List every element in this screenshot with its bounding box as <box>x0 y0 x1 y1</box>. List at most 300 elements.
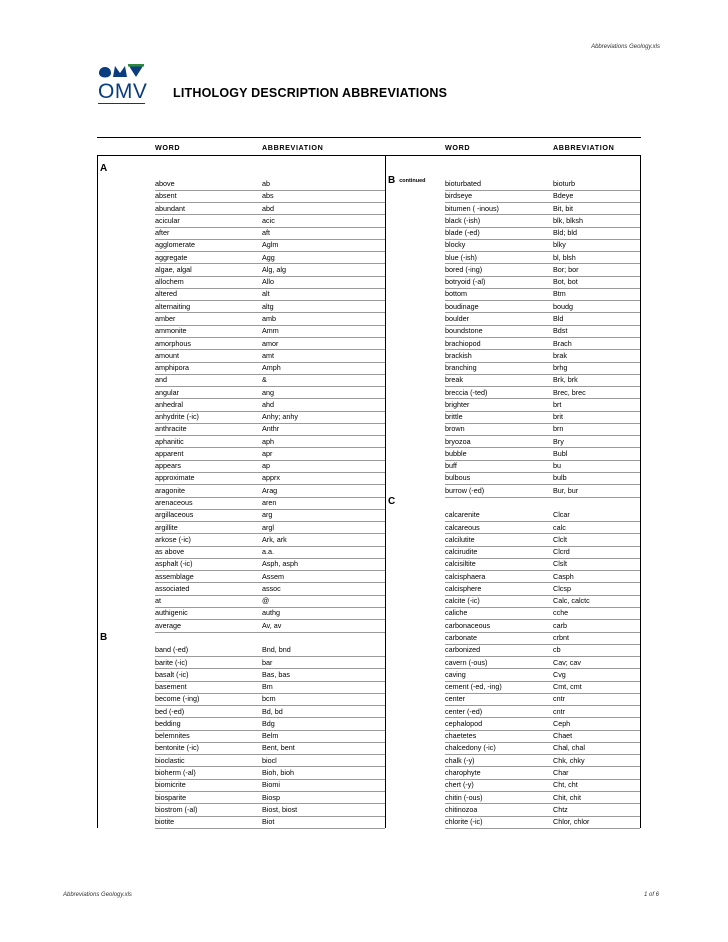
abbreviation-cell: Anhy; anhy <box>262 412 298 422</box>
abbreviation-cell: authg <box>262 608 280 618</box>
word-cell: biomicrite <box>155 780 186 790</box>
word-cell: arenaceous <box>155 498 193 508</box>
word-cell: asphalt (-ic) <box>155 559 193 569</box>
table-row <box>155 387 385 399</box>
abbreviation-cell: aren <box>262 498 277 508</box>
table-row <box>445 497 640 509</box>
table-row <box>155 632 385 644</box>
table-row <box>155 362 385 374</box>
word-cell: bulbous <box>445 473 471 483</box>
word-cell: chitinozoa <box>445 804 478 814</box>
table-row <box>155 264 385 276</box>
abbreviation-cell: Allo <box>262 277 274 287</box>
abbreviation-cell: Agg <box>262 252 275 262</box>
table-row <box>445 460 640 472</box>
table-row <box>155 730 385 742</box>
word-cell: aragonite <box>155 485 185 495</box>
table-row <box>445 423 640 435</box>
abbreviation-cell: aph <box>262 436 274 446</box>
table-row <box>445 485 640 497</box>
abbreviation-cell: Brec, brec <box>553 387 586 397</box>
abbreviation-cell: cb <box>553 645 561 655</box>
section-letter-c: C <box>388 496 396 507</box>
word-cell: amorphous <box>155 338 191 348</box>
table-row <box>445 252 640 264</box>
abbreviation-cell: ahd <box>262 399 274 409</box>
abbreviation-cell: Bdeye <box>553 191 574 201</box>
abbreviation-cell: Chlor, chlor <box>553 817 590 827</box>
word-cell: brackish <box>445 350 472 360</box>
abbreviation-cell: brak <box>553 350 567 360</box>
table-row <box>155 657 385 669</box>
table-row <box>445 644 640 656</box>
table-row <box>445 534 640 546</box>
word-cell: botryoid (-al) <box>445 277 486 287</box>
table-right-border <box>640 155 641 828</box>
abbreviation-cell: Clslt <box>553 559 567 569</box>
abbreviation-cell: alt <box>262 289 270 299</box>
word-cell: as above <box>155 547 185 557</box>
table-row <box>445 669 640 681</box>
table-row <box>155 779 385 791</box>
word-cell: bioclastic <box>155 755 185 765</box>
abbreviation-cell: Bubl <box>553 448 568 458</box>
abbreviation-cell: Cmt, cmt <box>553 682 582 692</box>
word-cell: calcisphaera <box>445 571 486 581</box>
word-cell: bryozoa <box>445 436 471 446</box>
table-row <box>155 350 385 362</box>
abbreviation-cell: Amm <box>262 326 279 336</box>
footer-page-number: 1 of 6 <box>643 892 659 898</box>
table-header-rule <box>97 155 641 156</box>
table-row <box>155 706 385 718</box>
word-cell: amphipora <box>155 363 189 373</box>
word-cell: appears <box>155 461 181 471</box>
word-cell: agglomerate <box>155 240 195 250</box>
abbreviation-cell: cntr <box>553 706 565 716</box>
table-row <box>155 485 385 497</box>
word-cell: above <box>155 179 175 188</box>
abbreviation-cell: Char <box>553 767 569 777</box>
word-cell: bioturbated <box>445 179 481 188</box>
table-row <box>155 399 385 411</box>
word-cell: approximate <box>155 473 195 483</box>
section-letter-b: B <box>100 632 108 643</box>
abbreviation-cell: Btm <box>553 289 566 299</box>
word-cell: calcirudite <box>445 547 478 557</box>
abbreviation-cell: blk, blksh <box>553 215 583 225</box>
word-cell: become (-ing) <box>155 694 200 704</box>
word-cell: break <box>445 375 463 385</box>
abbreviation-cell: Calc, calctc <box>553 596 590 606</box>
table-row <box>445 190 640 202</box>
word-cell: cavern (-ous) <box>445 657 488 667</box>
abbreviation-cell: amb <box>262 313 276 323</box>
table-row <box>155 460 385 472</box>
table-row <box>445 301 640 313</box>
table-row <box>155 178 385 190</box>
abbreviation-cell: aft <box>262 228 270 238</box>
continued-label: continued <box>399 178 426 184</box>
table-row <box>155 497 385 509</box>
word-cell: bitumen ( -inous) <box>445 203 499 213</box>
abbreviation-cell: blky <box>553 240 566 250</box>
abbreviation-cell: apprx <box>262 473 280 483</box>
word-cell: ammonite <box>155 326 187 336</box>
word-cell: average <box>155 620 181 630</box>
word-cell: boulder <box>445 313 469 323</box>
table-row <box>155 313 385 325</box>
word-cell: bored (-ing) <box>445 264 483 274</box>
word-cell: biotite <box>155 817 175 827</box>
table-row <box>155 546 385 558</box>
word-cell: altered <box>155 289 177 299</box>
table-row <box>445 681 640 693</box>
abbreviation-cell: Chal, chal <box>553 743 585 753</box>
word-cell: calcarenite <box>445 510 480 520</box>
abbreviation-cell: Ark, ark <box>262 534 287 544</box>
word-cell: anthracite <box>155 424 187 434</box>
table-row <box>445 583 640 595</box>
table-row <box>445 558 640 570</box>
word-cell: and <box>155 375 167 385</box>
word-cell: chaetetes <box>445 731 477 741</box>
word-cell: carbonate <box>445 632 477 642</box>
abbreviation-cell: Bdst <box>553 326 568 336</box>
abbreviation-cell: calc <box>553 522 566 532</box>
abbreviation-cell: ang <box>262 387 274 397</box>
abbreviation-cell: Av, av <box>262 620 282 630</box>
abbreviation-cell: Aglm <box>262 240 279 250</box>
abbreviation-cell: Bld <box>553 313 564 323</box>
table-row <box>155 718 385 730</box>
abbreviation-cell: a.a. <box>262 547 274 557</box>
word-cell: calcisiltite <box>445 559 476 569</box>
abbreviation-cell: Clcar <box>553 510 570 520</box>
table-row <box>155 374 385 386</box>
abbreviation-cell: apr <box>262 448 273 458</box>
table-middle-border <box>385 155 386 828</box>
table-row <box>155 276 385 288</box>
abbreviation-cell: brn <box>553 424 564 434</box>
word-cell: calcilutite <box>445 534 475 544</box>
word-cell: biosparite <box>155 792 187 802</box>
abbreviation-cell: cche <box>553 608 569 618</box>
abbreviation-cell: Clclt <box>553 534 567 544</box>
abbreviation-cell: abs <box>262 191 274 201</box>
table-row <box>445 571 640 583</box>
omv-logo-text: OMV <box>98 80 148 103</box>
table-row <box>445 325 640 337</box>
word-cell: biostrom (-al) <box>155 804 198 814</box>
table-row <box>155 767 385 779</box>
table-row <box>445 288 640 300</box>
table-row <box>445 595 640 607</box>
table-row <box>155 681 385 693</box>
section-letter-b-cont: B <box>388 175 396 186</box>
abbreviation-cell: Clcrd <box>553 547 570 557</box>
abbreviation-cell: Chk, chky <box>553 755 585 765</box>
abbreviation-cell: Ceph <box>553 718 571 728</box>
left-abbreviation-header: ABBREVIATION <box>262 143 324 152</box>
table-row <box>445 767 640 779</box>
word-cell: boundstone <box>445 326 483 336</box>
table-row <box>445 742 640 754</box>
word-cell: amber <box>155 313 176 323</box>
table-row <box>445 730 640 742</box>
abbreviation-cell: crbnt <box>553 632 569 642</box>
word-cell: calcite (-ic) <box>445 596 480 606</box>
abbreviation-cell: Bnd, bnd <box>262 645 291 655</box>
table-row <box>445 264 640 276</box>
table-row <box>155 203 385 215</box>
word-cell: calcisphere <box>445 583 482 593</box>
table-row <box>155 693 385 705</box>
word-cell: bedding <box>155 718 181 728</box>
row-divider <box>445 828 640 829</box>
table-row <box>445 387 640 399</box>
table-row <box>445 411 640 423</box>
table-row <box>445 276 640 288</box>
word-cell: alternaiting <box>155 301 191 311</box>
table-row <box>155 620 385 632</box>
table-row <box>445 215 640 227</box>
table-row <box>155 595 385 607</box>
abbreviation-cell: amt <box>262 350 274 360</box>
abbreviation-cell: amor <box>262 338 279 348</box>
word-cell: carbonized <box>445 645 481 655</box>
table-row <box>155 669 385 681</box>
table-row <box>155 423 385 435</box>
abbreviation-cell: Alg, alg <box>262 264 286 274</box>
word-cell: anhedral <box>155 399 183 409</box>
abbreviation-cell: Cvg <box>553 669 566 679</box>
table-row <box>155 215 385 227</box>
table-row <box>155 644 385 656</box>
word-cell: center (-ed) <box>445 706 483 716</box>
table-row <box>155 804 385 816</box>
table-row <box>445 239 640 251</box>
word-cell: allochem <box>155 277 184 287</box>
word-cell: brittle <box>445 412 463 422</box>
abbreviation-cell: carb <box>553 620 567 630</box>
abbreviation-cell: Bm <box>262 682 273 692</box>
table-row <box>445 804 640 816</box>
abbreviation-cell: ab <box>262 179 270 188</box>
abbreviation-cell: Bdg <box>262 718 275 728</box>
abbreviation-cell: assoc <box>262 583 281 593</box>
table-row <box>155 558 385 570</box>
abbreviation-cell: Arag <box>262 485 278 495</box>
omv-logo-mark-icon <box>98 63 144 79</box>
table-row <box>445 816 640 828</box>
abbreviation-cell: Casph <box>553 571 574 581</box>
table-row <box>445 706 640 718</box>
table-row <box>155 252 385 264</box>
word-cell: angular <box>155 387 179 397</box>
word-cell: blue (-ish) <box>445 252 477 262</box>
word-cell: chalcedony (-ic) <box>445 743 496 753</box>
abbreviation-cell: Amph <box>262 363 281 373</box>
abbreviation-cell: Belm <box>262 731 279 741</box>
word-cell: assemblage <box>155 571 194 581</box>
word-cell: brown <box>445 424 465 434</box>
table-row <box>445 399 640 411</box>
table-row <box>445 779 640 791</box>
logo-underline <box>98 103 145 104</box>
table-row <box>155 301 385 313</box>
word-cell: argillite <box>155 522 178 532</box>
table-row <box>155 571 385 583</box>
word-cell: burrow (-ed) <box>445 485 485 495</box>
word-cell: bioherm (-al) <box>155 767 196 777</box>
abbreviation-cell: Assem <box>262 571 284 581</box>
word-cell: branching <box>445 363 477 373</box>
section-letter-b-continued <box>388 175 426 186</box>
word-cell: bottom <box>445 289 467 299</box>
table-row <box>445 607 640 619</box>
header-filename: Abbreviations Geology.xls <box>591 44 660 50</box>
abbreviation-cell: Biot <box>262 817 275 827</box>
word-cell: arkose (-ic) <box>155 534 191 544</box>
abbreviation-cell: Bent, bent <box>262 743 295 753</box>
table-row <box>155 190 385 202</box>
abbreviation-cell: brt <box>553 399 562 409</box>
table-row <box>155 239 385 251</box>
abbreviation-cell: Anthr <box>262 424 280 434</box>
abbreviation-cell: ap <box>262 461 270 471</box>
word-cell: chert (-y) <box>445 780 474 790</box>
table-row <box>155 607 385 619</box>
abbreviation-cell: cntr <box>553 694 565 704</box>
table-row <box>155 742 385 754</box>
table-row <box>445 792 640 804</box>
abbreviation-cell: brit <box>553 412 563 422</box>
word-cell: center <box>445 694 465 704</box>
table-row <box>445 693 640 705</box>
table-row <box>155 436 385 448</box>
word-cell: at <box>155 596 161 606</box>
table-row <box>445 472 640 484</box>
word-cell: cement (-ed, -ing) <box>445 682 502 692</box>
abbreviation-cell: bulb <box>553 473 567 483</box>
word-cell: charophyte <box>445 767 481 777</box>
table-row <box>445 546 640 558</box>
table-row <box>155 755 385 767</box>
abbreviation-cell: Bioh, bioh <box>262 767 294 777</box>
word-cell: associated <box>155 583 190 593</box>
table-row <box>445 755 640 767</box>
word-cell: apparent <box>155 448 184 458</box>
abbreviation-cell: Chaet <box>553 731 573 741</box>
abbreviation-cell: bcm <box>262 694 276 704</box>
word-cell: belemnites <box>155 731 190 741</box>
table-row <box>445 374 640 386</box>
table-row <box>445 436 640 448</box>
word-cell: blade (-ed) <box>445 228 480 238</box>
right-word-header: WORD <box>445 143 471 152</box>
word-cell: anhydrite (-ic) <box>155 412 199 422</box>
abbreviation-cell: bu <box>553 461 561 471</box>
abbreviation-cell: Bas, bas <box>262 669 290 679</box>
abbreviation-cell: abd <box>262 203 274 213</box>
table-row <box>445 227 640 239</box>
abbreviation-cell: Bor; bor <box>553 264 579 274</box>
table-row <box>445 313 640 325</box>
abbreviation-cell: @ <box>262 596 270 606</box>
abbreviation-cell: Bur, bur <box>553 485 579 495</box>
abbreviation-cell: acic <box>262 215 275 225</box>
abbreviation-cell: bl, blsh <box>553 252 576 262</box>
table-row <box>155 522 385 534</box>
word-cell: chalk (-y) <box>445 755 475 765</box>
word-cell: caliche <box>445 608 468 618</box>
left-word-header: WORD <box>155 143 181 152</box>
abbreviation-cell: Chit, chit <box>553 792 581 802</box>
abbreviation-cell: Bit, bit <box>553 203 573 213</box>
word-cell: aggregate <box>155 252 188 262</box>
table-row <box>445 620 640 632</box>
page-title: LITHOLOGY DESCRIPTION ABBREVIATIONS <box>173 86 448 100</box>
table-top-rule <box>97 137 641 138</box>
table-row <box>155 472 385 484</box>
word-cell: absent <box>155 191 177 201</box>
table-row <box>445 632 640 644</box>
table-row <box>155 816 385 828</box>
table-row <box>155 325 385 337</box>
abbreviation-cell: Clcsp <box>553 583 571 593</box>
abbreviation-cell: Brk, brk <box>553 375 578 385</box>
table-row <box>155 583 385 595</box>
abbreviation-cell: & <box>262 375 267 385</box>
abbreviation-cell: altg <box>262 301 274 311</box>
abbreviation-cell: Asph, asph <box>262 559 298 569</box>
row-divider <box>155 828 385 829</box>
word-cell: basement <box>155 682 187 692</box>
word-cell: cephalopod <box>445 718 483 728</box>
abbreviation-cell: biocl <box>262 755 277 765</box>
word-cell: barite (-ic) <box>155 657 188 667</box>
word-cell: breccia (-ted) <box>445 387 488 397</box>
table-row <box>155 338 385 350</box>
table-row <box>445 338 640 350</box>
table-row <box>445 522 640 534</box>
table-row <box>445 718 640 730</box>
table-row <box>155 509 385 521</box>
abbreviation-cell: boudg <box>553 301 573 311</box>
table-left-border <box>97 155 98 828</box>
word-cell: boudinage <box>445 301 479 311</box>
table-row <box>445 350 640 362</box>
table-row <box>155 792 385 804</box>
word-cell: aphanitic <box>155 436 184 446</box>
word-cell: chitin (-ous) <box>445 792 483 802</box>
table-row <box>445 178 640 190</box>
word-cell: caving <box>445 669 466 679</box>
table-row <box>155 448 385 460</box>
abbreviation-cell: Bd, bd <box>262 706 283 716</box>
word-cell: argillaceous <box>155 510 194 520</box>
table-row <box>445 448 640 460</box>
abbreviation-cell: bar <box>262 657 273 667</box>
table-row <box>445 657 640 669</box>
word-cell: algae, algal <box>155 264 192 274</box>
table-row <box>155 227 385 239</box>
word-cell: brachiopod <box>445 338 481 348</box>
word-cell: black (-ish) <box>445 215 481 225</box>
table-row <box>155 288 385 300</box>
abbreviation-cell: Cav; cav <box>553 657 581 667</box>
